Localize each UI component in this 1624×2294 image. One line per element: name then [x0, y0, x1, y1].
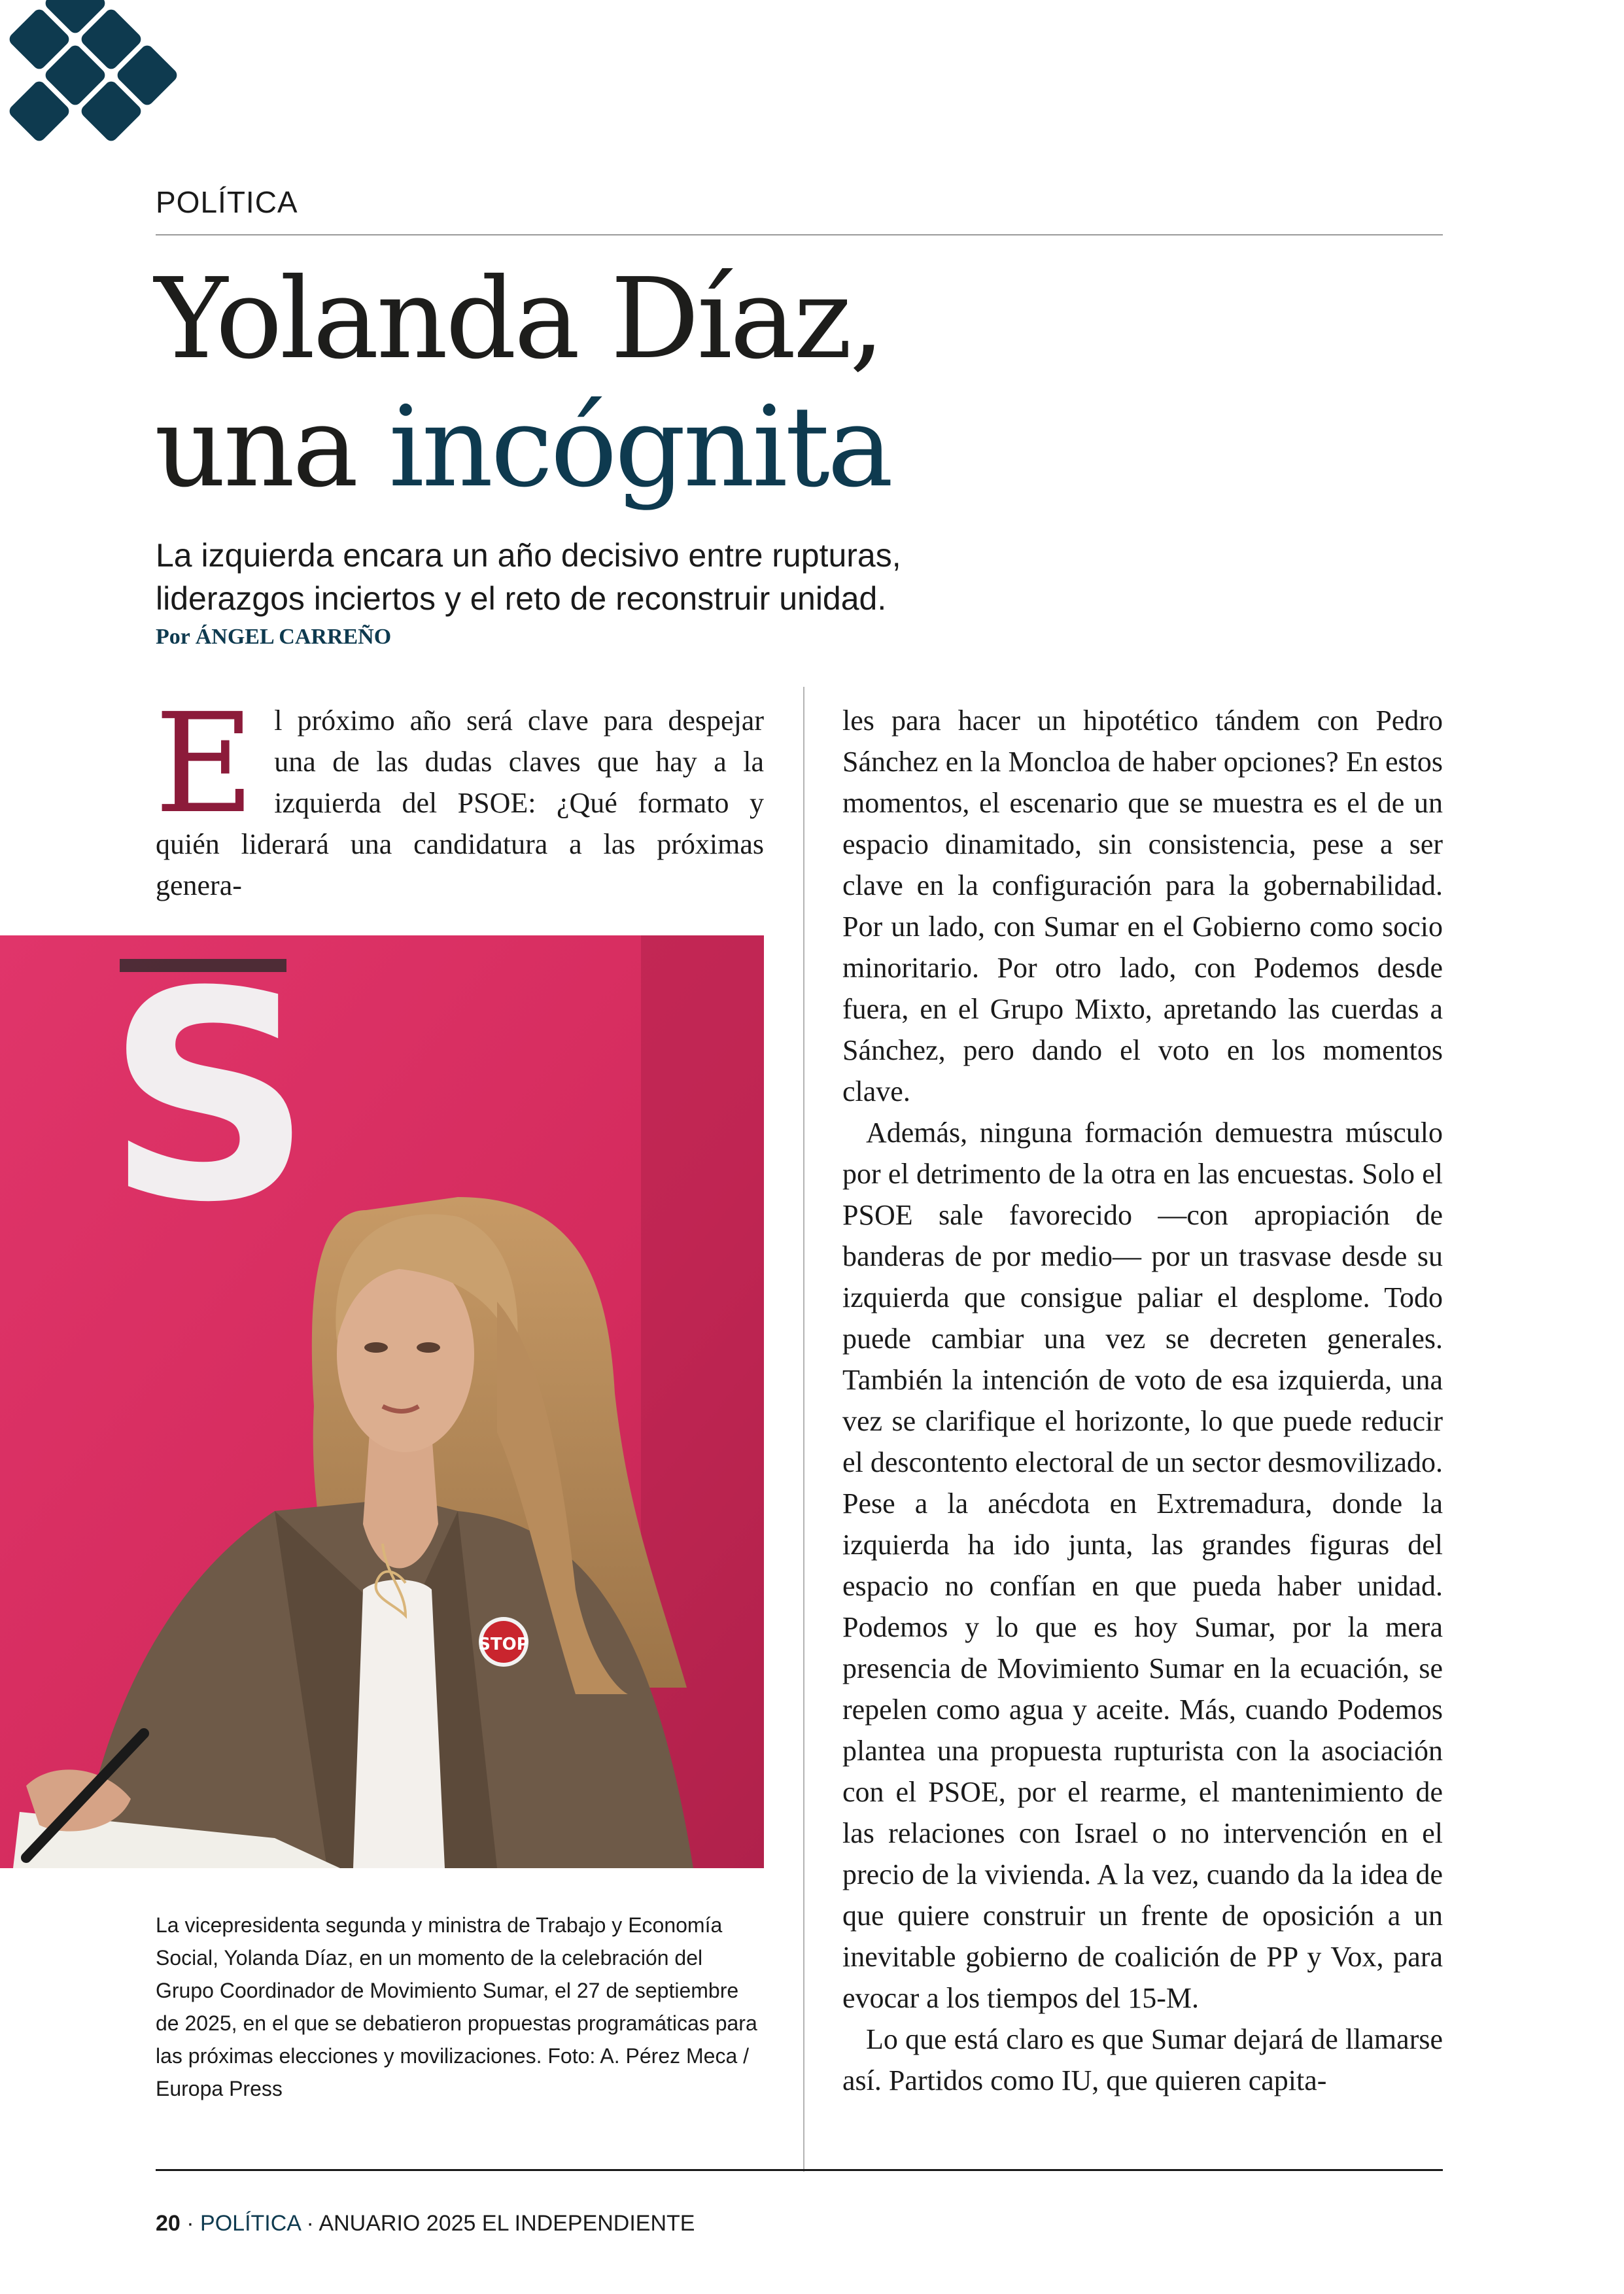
photo-caption: La vicepresidenta segunda y ministra de Trabajo y Economía Social, Yolanda Díaz, en un momento de la celebración del Grupo Coordinador de Movimiento Sumar, el 27 de septiembre de 2025, en el que se debatieron propuestas programáticas para las próximas elecciones y movilizaciones. Foto: A. Pérez Meca / Europa Press	[156, 1913, 757, 2100]
sign-letter: S	[105, 935, 313, 1265]
page-number: 20	[156, 2211, 181, 2236]
article-paragraph-2: Además, ninguna formación demuestra músculo por el detrimento de la otra en las encuestas. Solo el PSOE sale favorecido —con apropiación de banderas de por medio— por un trasvase desde su izquierda que consigue paliar el desplome. Todo puede cambiar una vez se decreten generales. También la intención de voto de esa izquierda, una vez se clarifique el horizonte, lo que puede reducir el descontento electoral de un sector desmovilizado. Pese a la anécdota en Extremadura, donde la izquierda ha ido junta, las grandes figuras del espacio no confían en que pueda haber unidad. Podemos y lo que es hoy Sumar, por la mera presencia de Movimiento Sumar en la ecuación, se repelen como agua y aceite. Más, cuando Podemos plantea una propuesta rupturista con la asociación con el PSOE, por el rearme, el mantenimiento de las relaciones con Israel o no intervención en el precio de la vivienda. A la vez, cuando da la idea de que quiere construir un frente de oposición a un inevitable gobierno de coalición de PP y Vox, para evocar a los tiempos del 15-M.	[842, 1117, 1443, 2014]
headline-line-2-plain: una	[154, 383, 389, 512]
footer-separator-1: ·	[180, 2211, 201, 2236]
article-intro-text: l próximo año será clave para despejar una de las dudas claves que hay a la izquierda del PSOE: ¿Qué formato y quién liderará una candidatura a las próximas genera-	[156, 704, 764, 901]
article-column-1	[154, 684, 764, 906]
drop-cap: E	[154, 684, 255, 844]
article-paragraph-intro	[154, 684, 764, 906]
footer-section: POLÍTICA	[200, 2211, 301, 2236]
article-photo	[0, 935, 764, 1868]
article-column-2	[842, 700, 1443, 2101]
footer-divider	[156, 2169, 1443, 2171]
portrait-illustration	[0, 935, 764, 1868]
page-footer	[156, 2211, 695, 2236]
headline-line-1: Yolanda Díaz,	[154, 254, 882, 384]
byline: Por ÁNGEL CARREÑO	[156, 625, 392, 649]
article-deck: La izquierda encara un año decisivo entre rupturas, liderazgos inciertos y el reto de reconstruir unidad.	[156, 537, 901, 617]
column-divider	[803, 687, 804, 2172]
footer-separator-2: ·	[300, 2211, 319, 2236]
publication-logo-icon	[0, 0, 196, 157]
article-paragraph-1: les para hacer un hipotético tándem con Pedro Sánchez en la Moncloa de haber opciones? En estos momentos, el escenario que se muestra es el de un espacio dinamitado, sin consistencia, pese a ser clave en la configuración para la gobernabilidad. Por un lado, con Sumar en el Gobierno como socio minoritario. Por otro lado, con Podemos desde fuera, en el Grupo Mixto, apretando las cuerdas a Sánchez, pero dando el voto en los momentos clave.	[842, 704, 1443, 1107]
header-divider	[156, 234, 1443, 235]
section-label: POLÍTICA	[156, 185, 298, 219]
headline-line-2-accent: incógnita	[389, 383, 891, 512]
badge-text: STOP	[478, 1635, 529, 1654]
footer-publication: ANUARIO 2025 EL INDEPENDIENTE	[319, 2211, 695, 2236]
headline	[154, 255, 891, 512]
article-paragraph-3: Lo que está claro es que Sumar dejará de llamarse así. Partidos como IU, que quieren capita-	[842, 2023, 1443, 2096]
